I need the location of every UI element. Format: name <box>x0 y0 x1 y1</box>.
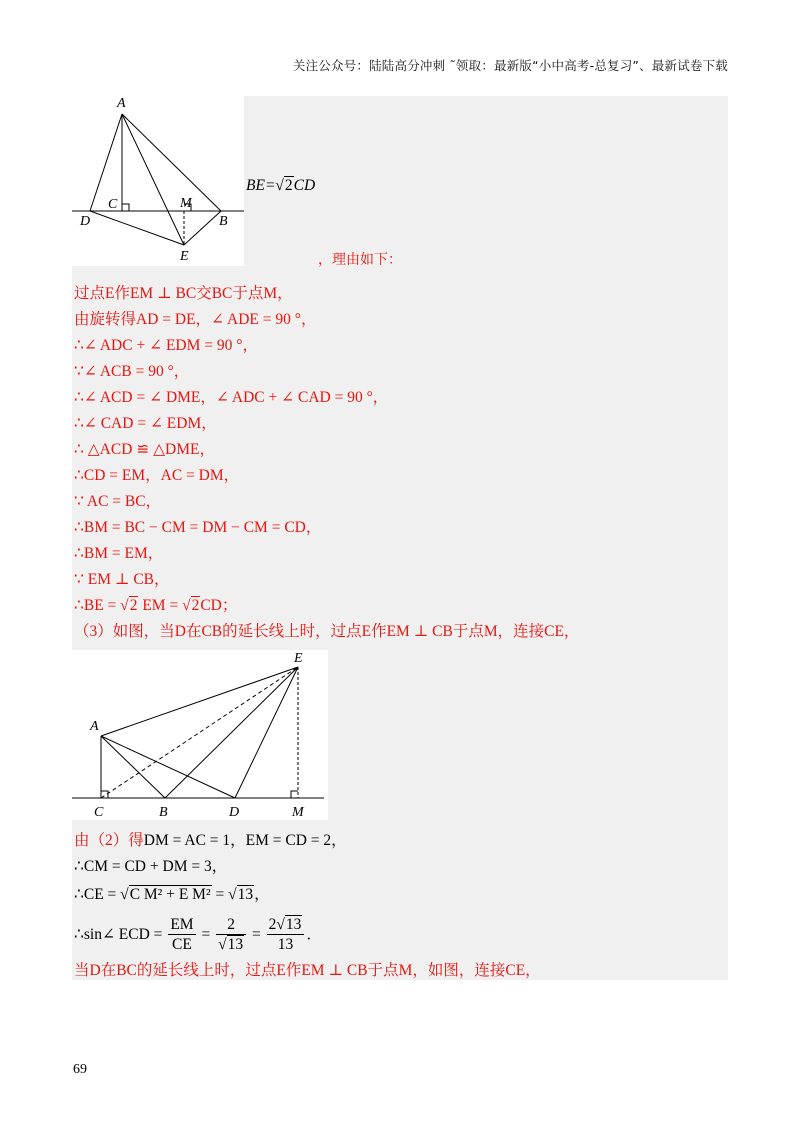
fig2-label-d: D <box>229 805 240 820</box>
reason-intro: ，理由如下： <box>318 253 402 268</box>
fig2-label-b: B <box>159 805 168 820</box>
solution-line-7: ∴ △ACD ≌ △DME， <box>74 441 215 458</box>
fraction-2sqrt13-13: $\frac{2√13}{13}$ <box>267 916 305 955</box>
fig2-label-a: A <box>90 719 99 734</box>
figure-1 <box>72 96 244 266</box>
solution-line-9: ∵ AC = BC， <box>74 493 162 510</box>
solution-line-17: ∴CE = √C M² + E M² = √13， <box>74 886 270 903</box>
solution-line-16: ∴CM = CD + DM = 3， <box>74 858 228 875</box>
solution-line-4: ∵∠ ACB = 90 °， <box>74 363 190 380</box>
solution-line-18: ∴sin∠ ECD = $\frac{EM}{CE}$ = $\frac{2}{√13}$ = $\frac{2√13}{13}$ ． <box>74 915 322 953</box>
fig2-label-e: E <box>294 651 303 666</box>
fig1-label-e: E <box>180 249 189 264</box>
fig1-label-c: C <box>108 197 118 212</box>
fig1-label-b: B <box>219 214 228 229</box>
solution-line-10: ∴BM = BC − CM = DM − CM = CD， <box>74 519 322 536</box>
solution-line-19: 当D在BC的延长线上时，过点E作EM ⊥ CB于点M，如图，连接CE， <box>74 962 541 979</box>
solution-line-2: 由旋转得AD = DE，∠ ADE = 90 °， <box>74 311 317 328</box>
solution-line-13: ∴BE = √2 EM = √2CD； <box>74 597 238 614</box>
figure-2 <box>72 650 328 820</box>
solution-line-5: ∴∠ ACD = ∠ DME，∠ ADC + ∠ CAD = 90 °， <box>74 389 389 406</box>
page-number: 69 <box>73 1062 87 1077</box>
solution-line-1: 过点E作EM ⊥ BC交BC于点M， <box>74 285 293 302</box>
fig2-label-c: C <box>94 805 104 820</box>
solution-line-11: ∴BM = EM， <box>74 545 164 562</box>
fig1-result: BE=√2CD <box>246 177 316 194</box>
figure-2-diagram <box>72 650 328 820</box>
figure-1-diagram <box>72 96 244 266</box>
solution-line-12: ∵ EM ⊥ CB， <box>74 571 170 588</box>
fraction-2-sqrt13: $\frac{2}{√13}$ <box>216 916 246 955</box>
fig2-label-m: M <box>292 805 304 820</box>
fig1-label-a: A <box>117 96 126 111</box>
page-header: 关注公众号：陆陆高分冲刺 ˜领取：最新版“小中高考-总复习”、最新试卷下载 <box>292 58 728 73</box>
fig1-label-m: M <box>180 196 192 211</box>
solution-line-3: ∴∠ ADC + ∠ EDM = 90 °， <box>74 337 258 354</box>
solution-line-6: ∴∠ CAD = ∠ EDM， <box>74 415 217 432</box>
solution-line-15: 由（2）得DM = AC = 1，EM = CD = 2， <box>74 832 347 849</box>
solution-line-8: ∴CD = EM，AC = DM， <box>74 467 240 484</box>
solution-line-14: （3）如图，当D在CB的延长线上时，过点E作EM ⊥ CB于点M，连接CE， <box>74 623 580 640</box>
fraction-em-ce: $\frac{EM}{CE}$ <box>170 915 194 953</box>
fig1-label-d: D <box>80 214 91 229</box>
